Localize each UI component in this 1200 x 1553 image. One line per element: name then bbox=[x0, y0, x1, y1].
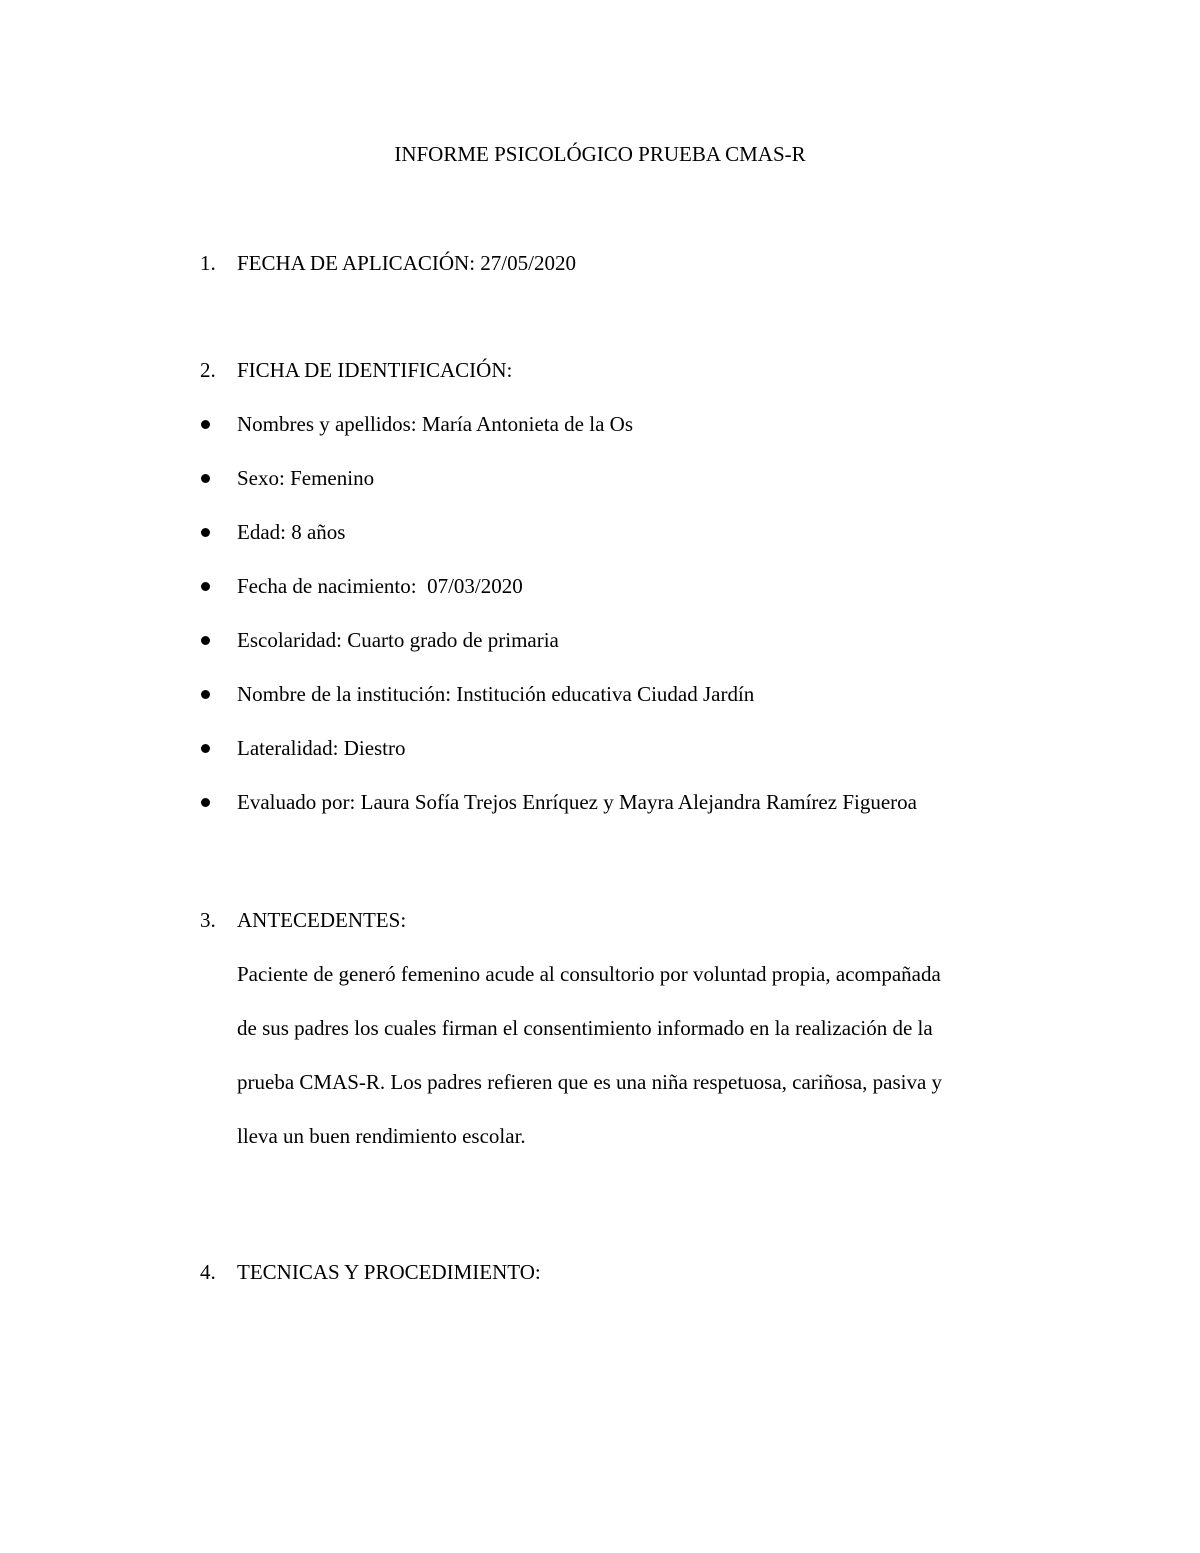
list-item-text: Escolaridad: Cuarto grado de primaria bbox=[237, 628, 559, 652]
paragraph-line: prueba CMAS-R. Los padres refieren que es una niña respetuosa, cariñosa, pasiva y bbox=[237, 1070, 943, 1094]
paragraph-line: Paciente de generó femenino acude al consultorio por voluntad propia, acompañada bbox=[237, 962, 941, 986]
section-number: 3. bbox=[200, 908, 216, 932]
bullet-icon bbox=[201, 798, 210, 807]
bullet-icon bbox=[201, 420, 210, 429]
list-item-text: Fecha de nacimiento: 07/03/2020 bbox=[237, 574, 523, 598]
bullet-icon bbox=[201, 636, 210, 645]
list-item-text: Nombres y apellidos: María Antonieta de la Os bbox=[237, 412, 633, 436]
list-item-text: Edad: 8 años bbox=[237, 520, 346, 544]
bullet-icon bbox=[201, 528, 210, 537]
paragraph-line: de sus padres los cuales firman el consentimiento informado en la realización de la bbox=[237, 1016, 933, 1040]
bullet-icon bbox=[201, 474, 210, 483]
bullet-icon bbox=[201, 690, 210, 699]
paragraph-line: lleva un buen rendimiento escolar. bbox=[237, 1124, 526, 1148]
bullet-icon bbox=[201, 744, 210, 753]
section-heading: FICHA DE IDENTIFICACIÓN: bbox=[237, 358, 513, 382]
list-item-text: Evaluado por: Laura Sofía Trejos Enríquez y Mayra Alejandra Ramírez Figueroa bbox=[237, 790, 917, 814]
section-number: 2. bbox=[200, 358, 216, 382]
list-item-text: Nombre de la institución: Institución educativa Ciudad Jardín bbox=[237, 682, 755, 706]
list-item-text: Sexo: Femenino bbox=[237, 466, 375, 490]
section-heading: FECHA DE APLICACIÓN: 27/05/2020 bbox=[237, 251, 576, 275]
section-heading: ANTECEDENTES: bbox=[237, 908, 407, 932]
section-number: 4. bbox=[200, 1260, 216, 1284]
bullet-icon bbox=[201, 582, 210, 591]
document-title: INFORME PSICOLÓGICO PRUEBA CMAS-R bbox=[394, 142, 806, 166]
section-number: 1. bbox=[200, 251, 216, 275]
section-heading: TECNICAS Y PROCEDIMIENTO: bbox=[237, 1260, 541, 1284]
list-item-text: Lateralidad: Diestro bbox=[237, 736, 406, 760]
